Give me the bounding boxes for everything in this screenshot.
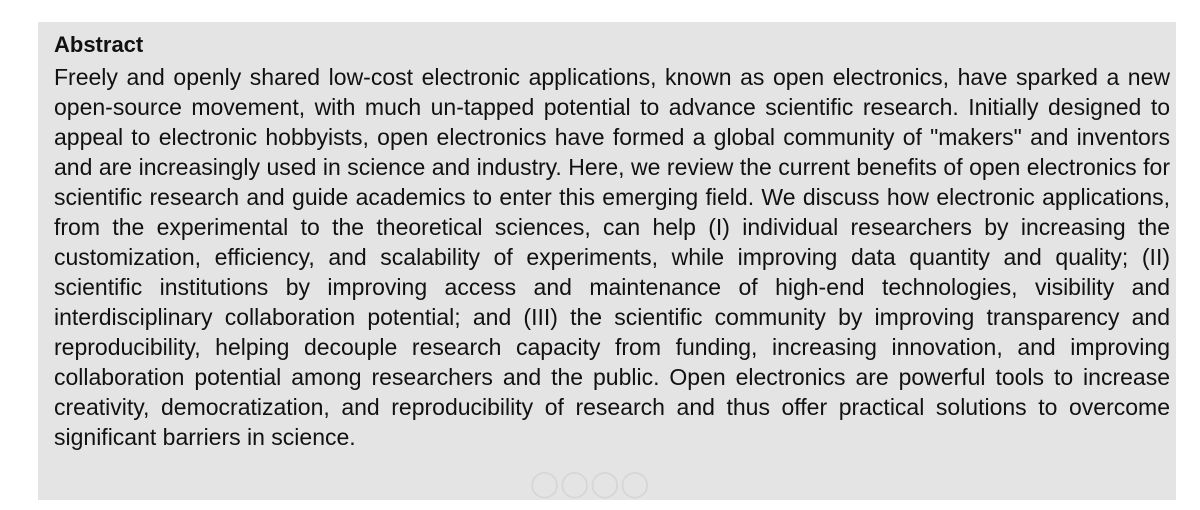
abstract-body: Freely and openly shared low-cost electronic applications, known as open electronics, have sparked a new open-source movement, with much un-tapped potential to advance scientific research. Initially designed to appeal to electronic hobbyists, open electronics have formed a global community of "makers" and inventors and are increasingly used in science and industry. Here, we review the current benefits of open electronics for scientific research and guide academics to enter this emerging field. We discuss how electronic applications, from the experimental to the theoretical sciences, can help (I) individual researchers by increasing the customization, efficiency, and scalability of experiments, while improving data quantity and quality; (II) scientific institutions by improving access and maintenance of high-end technologies, visibility and interdisciplinary collaboration potential; and (III) the scientific community by improving transparency and reproducibility, helping decouple research capacity from funding, increasing innovation, and improving collaboration potential among researchers and the public. Open electronics are powerful tools to increase creativity, democratization, and reproducibility of research and thus offer practical solutions to overcome significant barriers in science. [54,64,1170,450]
abstract-box [38,22,1176,500]
abstract-heading: Abstract [54,32,144,57]
